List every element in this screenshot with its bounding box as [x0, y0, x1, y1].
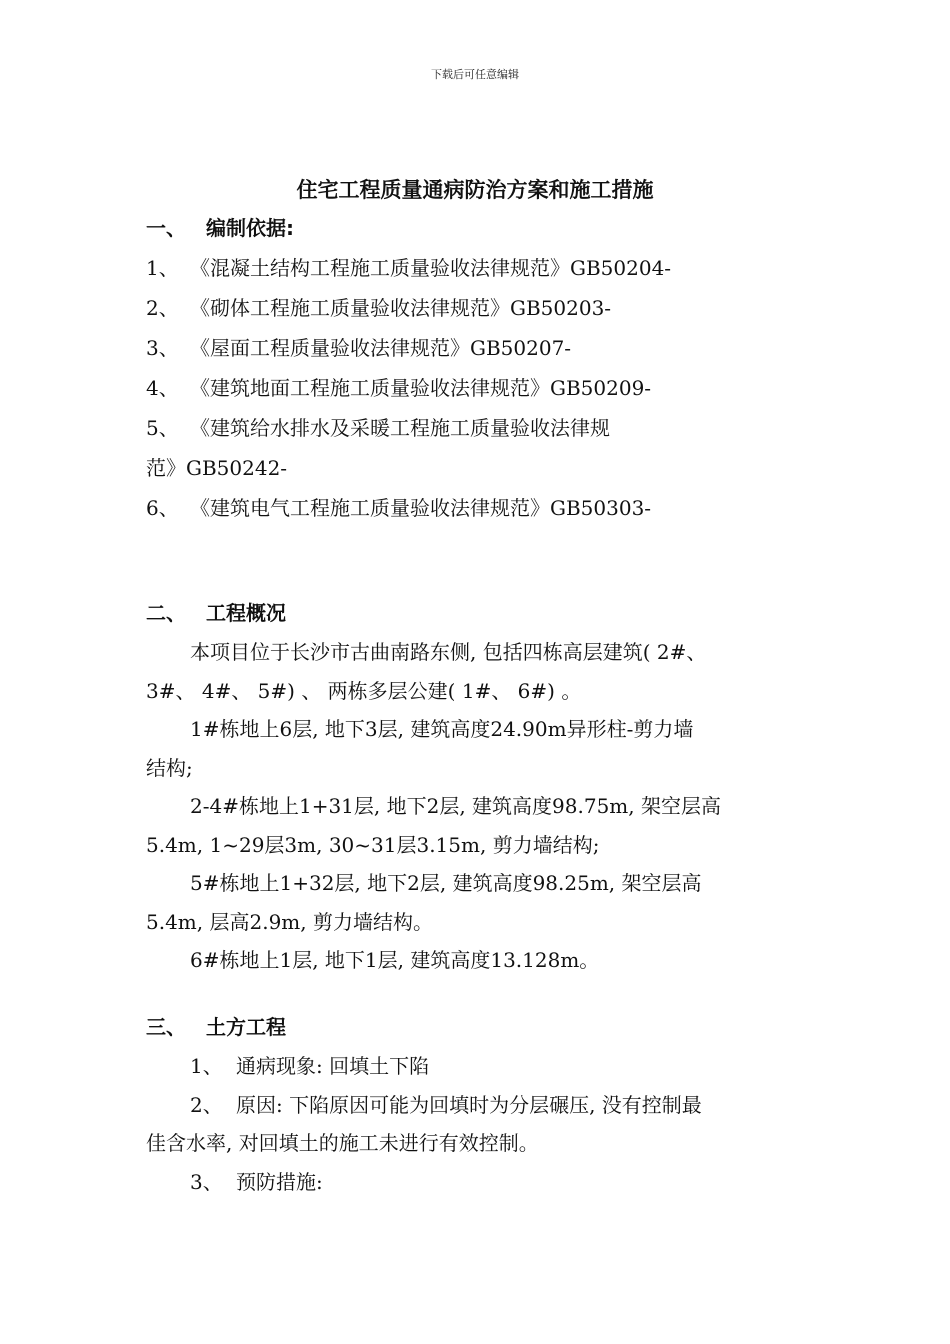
- section-heading-2: [146, 601, 286, 625]
- paragraph-line: 5#栋地上1+32层, 地下2层, 建筑高度98.25m, 架空层高: [190, 871, 702, 895]
- item-text: 原因: 下陷原因可能为回填时为分层碾压, 没有控制最: [236, 1093, 702, 1117]
- item-text: 《建筑给水排水及采暖工程施工质量验收法律规: [190, 416, 610, 440]
- section-number: 三、: [146, 1015, 186, 1039]
- item-text: 《混凝土结构工程施工质量验收法律规范》GB50204-: [190, 256, 672, 280]
- item-text: 预防措施:: [236, 1170, 323, 1194]
- item-number: 1、: [190, 1054, 223, 1078]
- paragraph-line: 5.4m, 层高2.9m, 剪力墙结构。: [146, 910, 433, 934]
- section-number: 二、: [146, 601, 186, 625]
- section-number: 一、: [146, 216, 186, 240]
- item-text: 《屋面工程质量验收法律规范》GB50207-: [190, 336, 572, 360]
- section-heading-1: [146, 216, 294, 240]
- list-item-continuation: 范》GB50242-: [146, 456, 288, 480]
- paragraph-line: 3#、 4#、 5#) 、 两栋多层公建( 1#、 6#) 。: [146, 679, 582, 703]
- paragraph-line: 本项目位于长沙市古曲南路东侧, 包括四栋高层建筑( 2#、: [190, 640, 707, 664]
- section-title: 土方工程: [206, 1015, 286, 1039]
- list-item: [146, 376, 651, 400]
- item-number: 2、: [190, 1093, 223, 1117]
- list-item-continuation: 佳含水率, 对回填土的施工未进行有效控制。: [146, 1131, 539, 1155]
- paragraph-line: 5.4m, 1~29层3m, 30~31层3.15m, 剪力墙结构;: [146, 833, 600, 857]
- item-text: 通病现象: 回填土下陷: [236, 1054, 430, 1078]
- list-item: [146, 496, 651, 520]
- paragraph-line: 2-4#栋地上1+31层, 地下2层, 建筑高度98.75m, 架空层高: [190, 794, 721, 818]
- list-item: [146, 296, 611, 320]
- item-number: 6、: [146, 496, 179, 520]
- list-item: [190, 1054, 429, 1078]
- list-item: [146, 336, 571, 360]
- item-number: 3、: [146, 336, 179, 360]
- section-title: 工程概况: [206, 601, 286, 625]
- paragraph-line: 结构;: [146, 756, 193, 780]
- item-number: 2、: [146, 296, 179, 320]
- section-title: 编制依据:: [206, 216, 294, 240]
- item-number: 1、: [146, 256, 179, 280]
- document-title: 住宅工程质量通病防治方案和施工措施: [296, 178, 654, 202]
- item-text: 《砌体工程施工质量验收法律规范》GB50203-: [190, 296, 612, 320]
- list-item: [146, 256, 671, 280]
- list-item: [190, 1093, 702, 1117]
- item-text: 《建筑电气工程施工质量验收法律规范》GB50303-: [190, 496, 652, 520]
- item-text: 《建筑地面工程施工质量验收法律规范》GB50209-: [190, 376, 652, 400]
- list-item: [146, 416, 610, 440]
- item-number: 3、: [190, 1170, 223, 1194]
- paragraph-line: 6#栋地上1层, 地下1层, 建筑高度13.128m。: [190, 948, 600, 972]
- paragraph-line: 1#栋地上6层, 地下3层, 建筑高度24.90m异形柱-剪力墙: [190, 717, 694, 741]
- item-number: 5、: [146, 416, 179, 440]
- header-note: 下载后可任意编辑: [431, 68, 519, 81]
- section-heading-3: [146, 1015, 286, 1039]
- list-item: [190, 1170, 323, 1194]
- item-number: 4、: [146, 376, 179, 400]
